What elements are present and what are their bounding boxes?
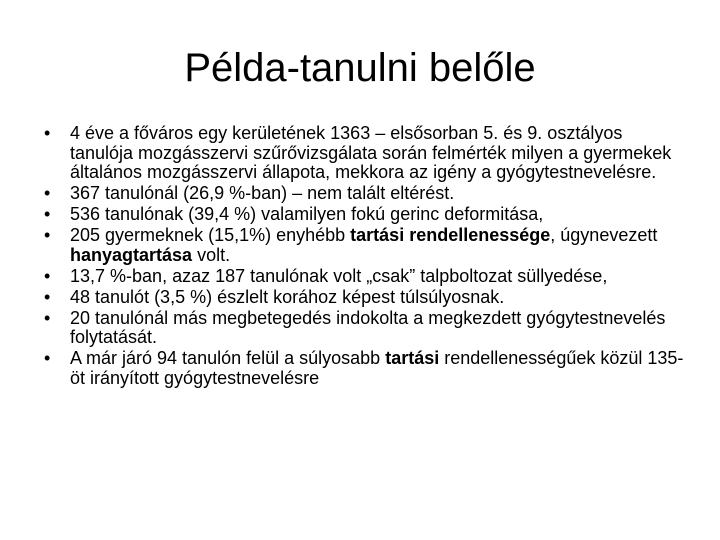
bullet-marker: • bbox=[44, 286, 51, 307]
bullet-text: volt. bbox=[192, 244, 231, 265]
bullet-list bbox=[44, 124, 684, 390]
bullet-text: 20 tanulónál más megbetegedés indokolta a megkezdett gyógytestnevelés folytatását. bbox=[70, 307, 666, 347]
bullet-text: 367 tanulónál (26,9 %-ban) – nem talált eltérést. bbox=[70, 183, 455, 203]
bullet-item bbox=[44, 124, 684, 183]
bullet-text: 4 éve a főváros egy kerületének 1363 – elsősorban 5. és 9. osztályos tanulója mozgásszervi szűrővizsgálata során felmérték milyen a gyermekek általános mozgásszervi állapota, mekkora az igény a gyógytestnevelésre. bbox=[70, 123, 672, 182]
bullet-text: rendellenességűek közül 135-öt irányított gyógytestnevelésre bbox=[70, 348, 684, 388]
bullet-marker: • bbox=[44, 225, 51, 245]
bullet-marker: • bbox=[44, 307, 51, 328]
bullet-item bbox=[44, 267, 684, 287]
bullet-marker: • bbox=[44, 265, 51, 286]
bullet-item bbox=[44, 226, 684, 265]
slide-title: Példa-tanulni belőle bbox=[184, 46, 536, 90]
bullet-item bbox=[44, 184, 684, 204]
bullet-item bbox=[44, 309, 684, 348]
bullet-text: 13,7 %-ban, azaz 187 tanulónak volt „csak” talpboltozat süllyedése, bbox=[70, 265, 608, 286]
bullet-marker: • bbox=[44, 204, 51, 224]
bullet-marker: • bbox=[44, 348, 51, 368]
bullet-text: A már járó 94 tanulón felül a súlyosabb bbox=[70, 348, 386, 368]
bullet-text: , úgynevezett bbox=[550, 225, 658, 245]
bullet-item bbox=[44, 205, 684, 225]
bullet-text-bold: tartási rendellenessége bbox=[350, 225, 551, 245]
bullet-marker: • bbox=[44, 183, 51, 203]
bullet-text-bold: hanyagtartása bbox=[70, 244, 193, 265]
bullet-marker: • bbox=[44, 123, 51, 143]
bullet-text-bold: tartási bbox=[385, 348, 440, 368]
bullet-text: 536 tanulónak (39,4 %) valamilyen fokú gerinc deformitása, bbox=[70, 204, 544, 224]
bullet-text: 205 gyermeknek (15,1%) enyhébb bbox=[70, 225, 351, 245]
bullet-item bbox=[44, 349, 684, 388]
bullet-item bbox=[44, 288, 684, 308]
bullet-text: 48 tanulót (3,5 %) észlelt korához képest túlsúlyosnak. bbox=[70, 286, 505, 307]
